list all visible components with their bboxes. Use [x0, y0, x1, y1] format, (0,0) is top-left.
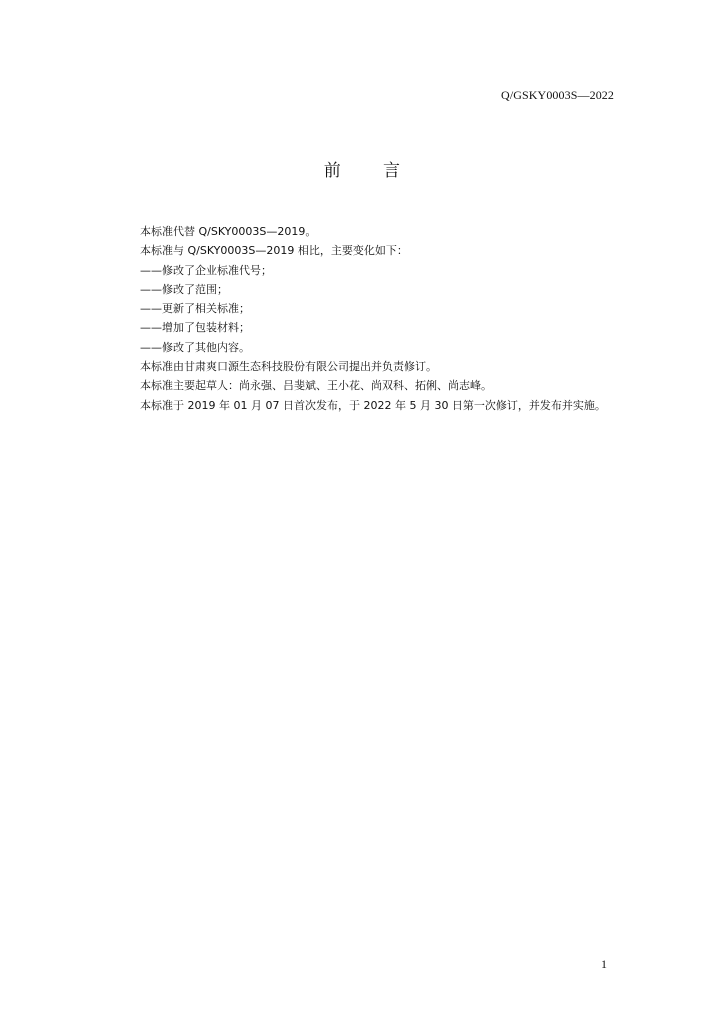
title-part-2: 言: [383, 161, 401, 181]
paragraph-drafters: 本标准主要起草人：尚永强、吕斐斌、王小花、尚双科、拓俐、尚志峰。: [140, 379, 492, 393]
title-part-1: 前: [323, 161, 341, 181]
standard-code: Q/GSKY0003S—2022: [501, 88, 614, 102]
change-item: ——增加了包装材料；: [140, 321, 250, 335]
paragraph-replaces: 本标准代替 Q/SKY0003S—2019。: [140, 225, 317, 238]
change-item: ——修改了企业标准代号；: [140, 263, 272, 277]
paragraph-release-history: 本标准于 2019 年 01 月 07 日首次发布，于 2022 年 5 月 30 日第一次修订，并发布并实施。: [140, 398, 606, 412]
preface-body: [113, 222, 616, 415]
paragraph-proposer: 本标准由甘肃爽口源生态科技股份有限公司提出并负责修订。: [140, 360, 437, 374]
page-number: 1: [601, 957, 607, 971]
change-item: ——修改了范围；: [140, 282, 228, 296]
section-title: [0, 156, 724, 181]
paragraph-changes-intro: 本标准与 Q/SKY0003S—2019 相比，主要变化如下：: [140, 244, 408, 258]
change-item: ——更新了相关标准；: [140, 302, 250, 316]
change-item: ——修改了其他内容。: [140, 340, 250, 354]
